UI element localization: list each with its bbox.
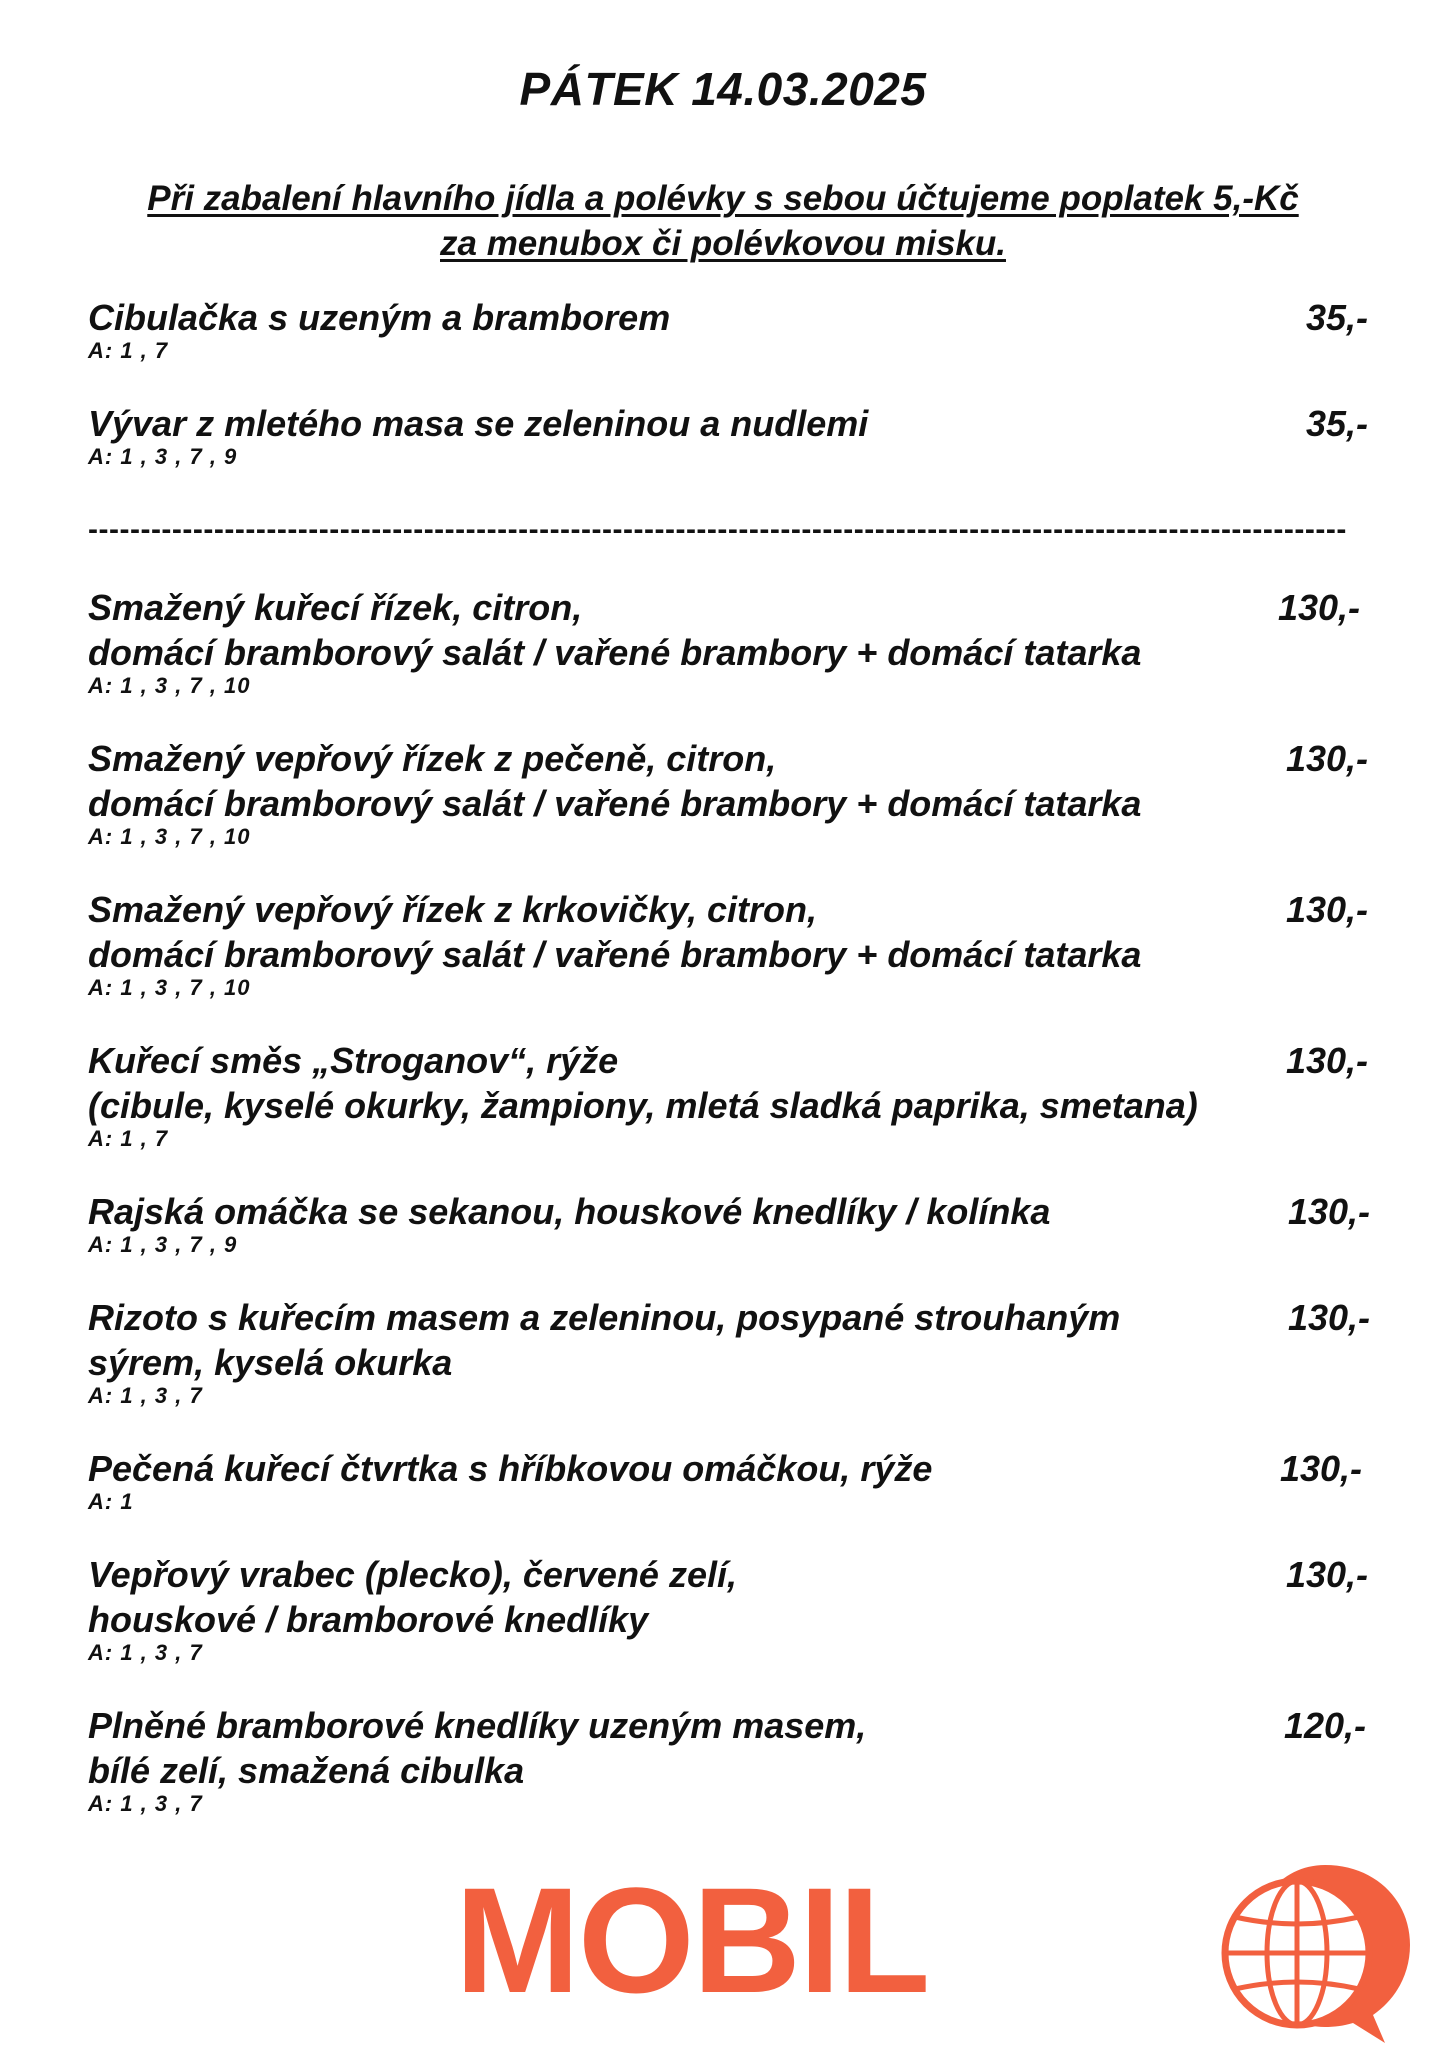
item-name-line-2: houskové / bramborové knedlíky — [88, 1599, 649, 1640]
menu-item-main-8 — [88, 1552, 1388, 1666]
item-name-line-1: Plněné bramborové knedlíky uzeným masem, — [88, 1705, 867, 1746]
menu-item-soup-1 — [88, 295, 1388, 364]
item-price: 130,- — [1277, 587, 1360, 628]
item-name: Cibulačka s uzeným a bramborem — [88, 297, 671, 338]
item-allergens: A: 1 , 3 , 7 — [88, 1640, 203, 1665]
item-allergens: A: 1 , 3 , 7 , 9 — [88, 1232, 238, 1257]
item-price: 130,- — [1279, 1448, 1362, 1489]
item-price: 130,- — [1285, 1554, 1368, 1595]
item-price: 35,- — [1305, 403, 1368, 444]
item-name-line-2: (cibule, kyselé okurky, žampiony, mletá sladká paprika, smetana) — [88, 1085, 1198, 1126]
item-name-line-1: Vepřový vrabec (plecko), červené zelí, — [88, 1554, 737, 1595]
item-price: 130,- — [1285, 1040, 1368, 1081]
item-price: 130,- — [1285, 889, 1368, 930]
item-allergens: A: 1 , 7 — [88, 1126, 169, 1151]
takeaway-notice — [60, 176, 1386, 266]
item-price: 120,- — [1283, 1705, 1366, 1746]
item-name-line-1: Rajská omáčka se sekanou, houskové knedlíky / kolínka — [88, 1191, 1051, 1232]
item-name-line-2: sýrem, kyselá okurka — [88, 1342, 453, 1383]
item-name-line-2: domácí bramborový salát / vařené brambory + domácí tatarka — [88, 934, 1142, 975]
item-price: 130,- — [1287, 1191, 1370, 1232]
menu-item-main-5 — [88, 1189, 1388, 1258]
menu-item-main-4 — [88, 1038, 1388, 1152]
section-divider: ------------------------------------------------------------------------------------------------------------------------ — [88, 513, 1347, 546]
notice-line-1: Při zabalení hlavního jídla a polévky s sebou účtujeme poplatek 5,-Kč — [147, 179, 1299, 218]
item-allergens: A: 1 , 3 , 7 , 10 — [88, 975, 251, 1000]
item-allergens: A: 1 , 7 — [88, 338, 169, 363]
item-name-line-1: Smažený kuřecí řízek, citron, — [88, 587, 583, 628]
item-name-line-1: Rizoto s kuřecím masem a zeleninou, posypané strouhaným — [88, 1297, 1121, 1338]
item-price: 35,- — [1305, 297, 1368, 338]
item-name-line-2: domácí bramborový salát / vařené brambory + domácí tatarka — [88, 632, 1142, 673]
globe-speech-bubble-icon — [1205, 1845, 1425, 2045]
item-name-line-2: bílé zelí, smažená cibulka — [88, 1750, 525, 1791]
item-allergens: A: 1 , 3 , 7 — [88, 1791, 203, 1816]
item-allergens: A: 1 , 3 , 7 — [88, 1383, 203, 1408]
item-name-line-2: domácí bramborový salát / vařené brambory + domácí tatarka — [88, 783, 1142, 824]
item-name: Vývar z mletého masa se zeleninou a nudlemi — [88, 403, 869, 444]
item-name-line-1: Pečená kuřecí čtvrtka s hříbkovou omáčkou, rýže — [88, 1448, 933, 1489]
item-price: 130,- — [1287, 1297, 1370, 1338]
menu-item-main-7 — [88, 1446, 1388, 1515]
item-name-line-1: Smažený vepřový řízek z pečeně, citron, — [88, 738, 777, 779]
item-name-line-1: Smažený vepřový řízek z krkovičky, citron, — [88, 889, 818, 930]
notice-line-2: za menubox či polévkovou misku. — [440, 224, 1006, 263]
menu-item-main-2 — [88, 736, 1388, 850]
item-name-line-1: Kuřecí směs „Stroganov“, rýže — [88, 1040, 619, 1081]
item-allergens: A: 1 , 3 , 7 , 10 — [88, 673, 251, 698]
page-title: PÁTEK 14.03.2025 — [519, 63, 927, 115]
menu-item-main-6 — [88, 1295, 1388, 1409]
item-allergens: A: 1 , 3 , 7 , 10 — [88, 824, 251, 849]
menu-item-main-3 — [88, 887, 1388, 1001]
menu-item-soup-2 — [88, 401, 1388, 470]
mobil-logo: MOBIL — [455, 1856, 929, 2024]
item-price: 130,- — [1285, 738, 1368, 779]
menu-item-main-1 — [88, 585, 1388, 699]
item-allergens: A: 1 — [88, 1489, 134, 1514]
item-allergens: A: 1 , 3 , 7 , 9 — [88, 444, 238, 469]
menu-item-main-9 — [88, 1703, 1388, 1817]
